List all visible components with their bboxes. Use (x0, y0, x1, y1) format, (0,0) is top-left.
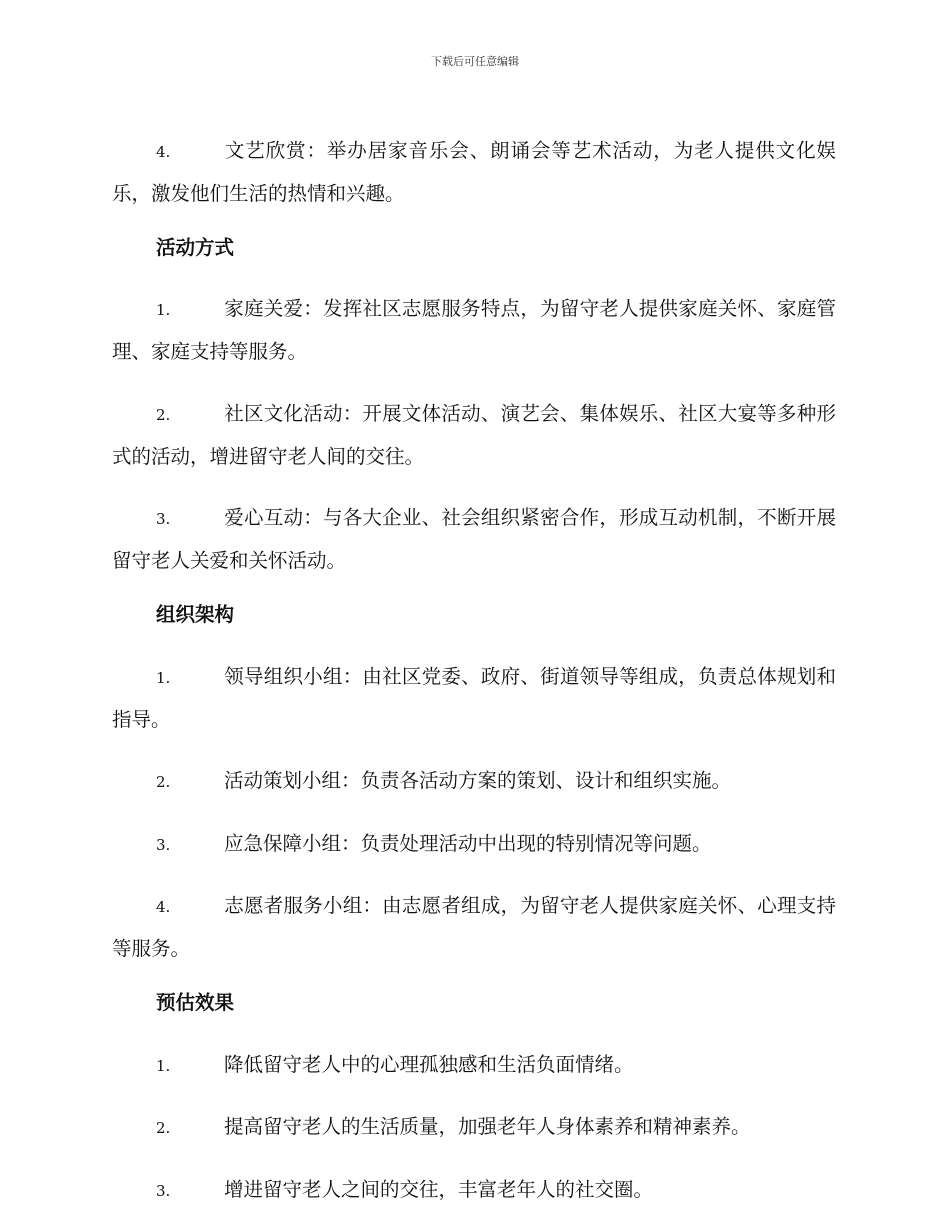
list-item (112, 823, 836, 866)
list-number: 3. (156, 835, 171, 854)
list-item (112, 1106, 836, 1149)
list-text: 提高留守老人的生活质量，加强老年人身体素养和精神素养。 (224, 1115, 751, 1138)
list-item (112, 656, 836, 741)
list-number: 1. (156, 668, 171, 687)
list-number: 3. (156, 1181, 171, 1200)
page-header: 下载后可任意编辑 (431, 55, 519, 68)
list-item (112, 885, 836, 970)
list-number: 1. (156, 301, 171, 319)
list-text: 领导组织小组：由社区党委、政府、街道领导等组成，负责总体规划和指导。 (112, 664, 836, 731)
list-item (112, 1169, 836, 1212)
list-text: 活动策划小组：负责各活动方案的策划、设计和组织实施。 (224, 769, 732, 792)
list-item (112, 497, 836, 582)
list-item (112, 760, 836, 803)
list-text: 文艺欣赏：举办居家音乐会、朗诵会等艺术活动，为老人提供文化娱乐，激发他们生活的热情和兴趣。 (112, 138, 836, 205)
list-item (112, 393, 836, 478)
list-text: 爱心互动：与各大企业、社会组织紧密合作，形成互动机制，不断开展留守老人关爱和关怀活动。 (112, 506, 836, 572)
list-text: 降低留守老人中的心理孤独感和生活负面情绪。 (224, 1052, 634, 1076)
list-item (112, 1044, 836, 1087)
list-item (112, 130, 836, 215)
list-number: 4. (156, 898, 171, 916)
list-number: 1. (156, 1056, 171, 1075)
list-text: 增进留守老人之间的交往，丰富老年人的社交圈。 (224, 1177, 654, 1201)
list-text: 家庭关爱：发挥社区志愿服务特点，为留守老人提供家庭关怀、家庭管理、家庭支持等服务。 (112, 297, 836, 363)
list-item (112, 288, 836, 373)
list-number: 3. (156, 510, 171, 528)
document-body (112, 110, 836, 1224)
section-heading: 活动方式 (156, 235, 235, 259)
list-number: 4. (156, 142, 171, 161)
list-text: 社区文化活动：开展文体活动、演艺会、集体娱乐、社区大宴等多种形式的活动，增进留守老人间的交往。 (112, 401, 836, 468)
list-number: 2. (156, 1119, 171, 1137)
list-text: 志愿者服务小组：由志愿者组成，为留守老人提供家庭关怀、心理支持等服务。 (112, 894, 836, 960)
list-number: 2. (156, 405, 171, 424)
list-text: 应急保障小组：负责处理活动中出现的特别情况等问题。 (224, 831, 712, 855)
section-heading: 组织架构 (156, 603, 235, 626)
list-number: 2. (156, 773, 171, 791)
section-heading: 预估效果 (156, 991, 235, 1014)
